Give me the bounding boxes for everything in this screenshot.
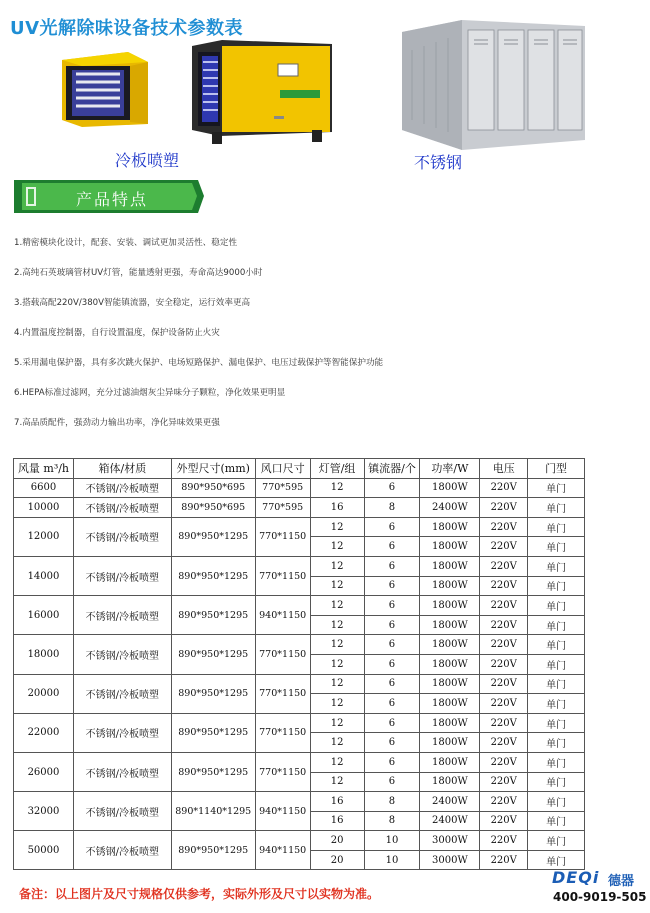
cell-ballast: 6	[364, 713, 420, 733]
cell-power: 1800W	[420, 478, 480, 498]
cell-voltage: 220V	[480, 831, 528, 851]
cell-voltage: 220V	[480, 576, 528, 596]
cell-port: 770*1150	[255, 713, 310, 752]
cell-power: 1800W	[420, 694, 480, 714]
header-lamps: 灯管/组	[310, 459, 364, 479]
cell-material: 不锈钢/冷板喷塑	[73, 752, 171, 791]
cell-material: 不锈钢/冷板喷塑	[73, 478, 171, 498]
cell-port: 940*1150	[255, 596, 310, 635]
table-header-row	[14, 459, 585, 479]
cell-power: 1800W	[420, 556, 480, 576]
cell-size: 890*950*1295	[171, 556, 255, 595]
cell-lamps: 12	[310, 596, 364, 616]
cell-material: 不锈钢/冷板喷塑	[73, 713, 171, 752]
cell-door: 单门	[528, 635, 585, 655]
small-purifier-image	[62, 52, 148, 127]
cell-power: 3000W	[420, 850, 480, 870]
spec-table	[13, 458, 585, 870]
table-row	[14, 478, 585, 498]
table-row	[14, 674, 585, 694]
feature-list	[14, 236, 514, 446]
cell-lamps: 12	[310, 654, 364, 674]
cell-voltage: 220V	[480, 517, 528, 537]
cell-size: 890*950*1295	[171, 713, 255, 752]
header-ballast: 镇流器/个	[364, 459, 420, 479]
cell-airflow: 18000	[14, 635, 74, 674]
cell-voltage: 220V	[480, 654, 528, 674]
cell-ballast: 10	[364, 831, 420, 851]
cell-port: 770*595	[255, 498, 310, 518]
cell-door: 单门	[528, 615, 585, 635]
cell-ballast: 6	[364, 537, 420, 557]
cell-voltage: 220V	[480, 713, 528, 733]
cell-lamps: 12	[310, 635, 364, 655]
cell-voltage: 220V	[480, 635, 528, 655]
cell-power: 1800W	[420, 752, 480, 772]
cell-door: 单门	[528, 733, 585, 753]
header-size: 外型尺寸(mm)	[171, 459, 255, 479]
cell-ballast: 6	[364, 596, 420, 616]
cell-voltage: 220V	[480, 811, 528, 831]
feature-item: 6.HEPA标准过滤网，充分过滤油烟灰尘异味分子颗粒，净化效果更明显	[14, 388, 286, 398]
table-row	[14, 635, 585, 655]
cell-size: 890*1140*1295	[171, 792, 255, 831]
cell-door: 单门	[528, 713, 585, 733]
table-row	[14, 831, 585, 851]
cell-port: 770*1150	[255, 635, 310, 674]
header-port: 风口尺寸	[255, 459, 310, 479]
table-row	[14, 498, 585, 518]
cell-power: 2400W	[420, 498, 480, 518]
cell-door: 单门	[528, 478, 585, 498]
cell-size: 890*950*1295	[171, 596, 255, 635]
cell-airflow: 10000	[14, 498, 74, 518]
cell-door: 单门	[528, 537, 585, 557]
feature-item: 7.高品质配件，强劲动力输出功率，净化异味效果更强	[14, 418, 220, 428]
logo-chinese: 德器	[608, 874, 635, 889]
cell-lamps: 12	[310, 674, 364, 694]
cell-lamps: 12	[310, 576, 364, 596]
cell-airflow: 12000	[14, 517, 74, 556]
cell-airflow: 6600	[14, 478, 74, 498]
cell-power: 1800W	[420, 654, 480, 674]
cell-door: 单门	[528, 850, 585, 870]
cell-ballast: 6	[364, 733, 420, 753]
cell-material: 不锈钢/冷板喷塑	[73, 674, 171, 713]
cell-voltage: 220V	[480, 674, 528, 694]
cell-size: 890*950*1295	[171, 674, 255, 713]
large-purifier-image	[192, 40, 332, 144]
cell-door: 单门	[528, 674, 585, 694]
cell-lamps: 12	[310, 556, 364, 576]
cell-ballast: 6	[364, 674, 420, 694]
cell-material: 不锈钢/冷板喷塑	[73, 556, 171, 595]
cell-ballast: 10	[364, 850, 420, 870]
cell-power: 1800W	[420, 576, 480, 596]
cell-voltage: 220V	[480, 478, 528, 498]
cell-material: 不锈钢/冷板喷塑	[73, 517, 171, 556]
cell-voltage: 220V	[480, 694, 528, 714]
cell-size: 890*950*1295	[171, 831, 255, 870]
cell-voltage: 220V	[480, 596, 528, 616]
header-airflow: 风量 m³/h	[14, 459, 74, 479]
cell-ballast: 6	[364, 752, 420, 772]
cell-power: 1800W	[420, 537, 480, 557]
cell-port: 940*1150	[255, 831, 310, 870]
cell-door: 单门	[528, 556, 585, 576]
cell-airflow: 20000	[14, 674, 74, 713]
caption-stainless: 不锈钢	[414, 153, 463, 172]
cell-door: 单门	[528, 596, 585, 616]
cell-ballast: 6	[364, 772, 420, 792]
cell-lamps: 12	[310, 478, 364, 498]
cell-ballast: 6	[364, 615, 420, 635]
cell-lamps: 12	[310, 615, 364, 635]
cell-voltage: 220V	[480, 498, 528, 518]
feature-banner-text: 产品特点	[76, 190, 149, 209]
cell-size: 890*950*1295	[171, 517, 255, 556]
cell-voltage: 220V	[480, 850, 528, 870]
cell-airflow: 32000	[14, 792, 74, 831]
cell-lamps: 16	[310, 792, 364, 812]
cell-ballast: 8	[364, 811, 420, 831]
cell-voltage: 220V	[480, 733, 528, 753]
cell-voltage: 220V	[480, 556, 528, 576]
cell-door: 单门	[528, 694, 585, 714]
feature-item: 5.采用漏电保护器，具有多次跳火保护、电场短路保护、漏电保护、电压过载保护等智能保护功能	[14, 358, 384, 368]
cell-door: 单门	[528, 498, 585, 518]
cell-power: 1800W	[420, 596, 480, 616]
cell-ballast: 6	[364, 556, 420, 576]
feature-item: 3.搭载高配220V/380V智能镇流器，安全稳定，运行效率更高	[14, 298, 251, 308]
table-row	[14, 713, 585, 733]
cell-airflow: 14000	[14, 556, 74, 595]
cell-lamps: 12	[310, 517, 364, 537]
cell-airflow: 50000	[14, 831, 74, 870]
cell-size: 890*950*695	[171, 478, 255, 498]
cell-ballast: 8	[364, 792, 420, 812]
cell-door: 单门	[528, 654, 585, 674]
cell-lamps: 20	[310, 831, 364, 851]
cell-power: 1800W	[420, 635, 480, 655]
header-power: 功率/W	[420, 459, 480, 479]
cell-door: 单门	[528, 792, 585, 812]
cell-ballast: 6	[364, 635, 420, 655]
cell-port: 770*1150	[255, 517, 310, 556]
cell-lamps: 12	[310, 713, 364, 733]
cell-ballast: 6	[364, 517, 420, 537]
cell-port: 940*1150	[255, 792, 310, 831]
cell-voltage: 220V	[480, 792, 528, 812]
table-row	[14, 752, 585, 772]
cell-power: 1800W	[420, 615, 480, 635]
cell-port: 770*1150	[255, 556, 310, 595]
table-row	[14, 556, 585, 576]
cell-lamps: 12	[310, 752, 364, 772]
cell-power: 2400W	[420, 792, 480, 812]
cell-door: 单门	[528, 517, 585, 537]
logo-text: DEQi	[552, 868, 600, 887]
cell-material: 不锈钢/冷板喷塑	[73, 831, 171, 870]
cell-size: 890*950*1295	[171, 752, 255, 791]
cell-door: 单门	[528, 811, 585, 831]
cell-ballast: 6	[364, 478, 420, 498]
cell-airflow: 16000	[14, 596, 74, 635]
feature-item: 4.内置温度控制器，自行设置温度，保护设备防止火灾	[14, 328, 220, 338]
page-title: UV光解除味设备技术参数表	[10, 18, 244, 39]
table-row	[14, 517, 585, 537]
cell-door: 单门	[528, 752, 585, 772]
cell-power: 2400W	[420, 811, 480, 831]
cell-lamps: 12	[310, 733, 364, 753]
header-material: 箱体/材质	[73, 459, 171, 479]
cell-power: 1800W	[420, 772, 480, 792]
stainless-purifier-image	[402, 20, 585, 150]
feature-item: 1.精密模块化设计，配套、安装、调试更加灵活性、稳定性	[14, 238, 238, 248]
cell-door: 单门	[528, 831, 585, 851]
table-row	[14, 792, 585, 812]
cell-material: 不锈钢/冷板喷塑	[73, 596, 171, 635]
table-row	[14, 596, 585, 616]
cell-material: 不锈钢/冷板喷塑	[73, 635, 171, 674]
cell-port: 770*1150	[255, 752, 310, 791]
cell-ballast: 8	[364, 498, 420, 518]
cell-material: 不锈钢/冷板喷塑	[73, 498, 171, 518]
feature-item: 2.高纯石英玻璃管材UV灯管，能量透射更强，寿命高达9000小时	[14, 268, 263, 278]
cell-voltage: 220V	[480, 615, 528, 635]
cell-door: 单门	[528, 772, 585, 792]
cell-power: 1800W	[420, 674, 480, 694]
cell-ballast: 6	[364, 654, 420, 674]
cell-lamps: 20	[310, 850, 364, 870]
footer-note: 备注：以上图片及尺寸规格仅供参考，实际外形及尺寸以实物为准。	[19, 887, 380, 901]
caption-cold-plate: 冷板喷塑	[115, 151, 180, 170]
cell-airflow: 26000	[14, 752, 74, 791]
cell-power: 3000W	[420, 831, 480, 851]
header-voltage: 电压	[480, 459, 528, 479]
cell-lamps: 16	[310, 811, 364, 831]
cell-voltage: 220V	[480, 752, 528, 772]
cell-material: 不锈钢/冷板喷塑	[73, 792, 171, 831]
cell-size: 890*950*1295	[171, 635, 255, 674]
cell-port: 770*595	[255, 478, 310, 498]
cell-lamps: 16	[310, 498, 364, 518]
phone-number: 400-9019-505	[553, 890, 647, 904]
cell-power: 1800W	[420, 517, 480, 537]
header-door: 门型	[528, 459, 585, 479]
cell-lamps: 12	[310, 772, 364, 792]
cell-voltage: 220V	[480, 537, 528, 557]
cell-power: 1800W	[420, 713, 480, 733]
cell-airflow: 22000	[14, 713, 74, 752]
cell-lamps: 12	[310, 694, 364, 714]
cell-lamps: 12	[310, 537, 364, 557]
cell-size: 890*950*695	[171, 498, 255, 518]
cell-ballast: 6	[364, 694, 420, 714]
cell-door: 单门	[528, 576, 585, 596]
cell-ballast: 6	[364, 576, 420, 596]
cell-power: 1800W	[420, 733, 480, 753]
cell-port: 770*1150	[255, 674, 310, 713]
cell-voltage: 220V	[480, 772, 528, 792]
